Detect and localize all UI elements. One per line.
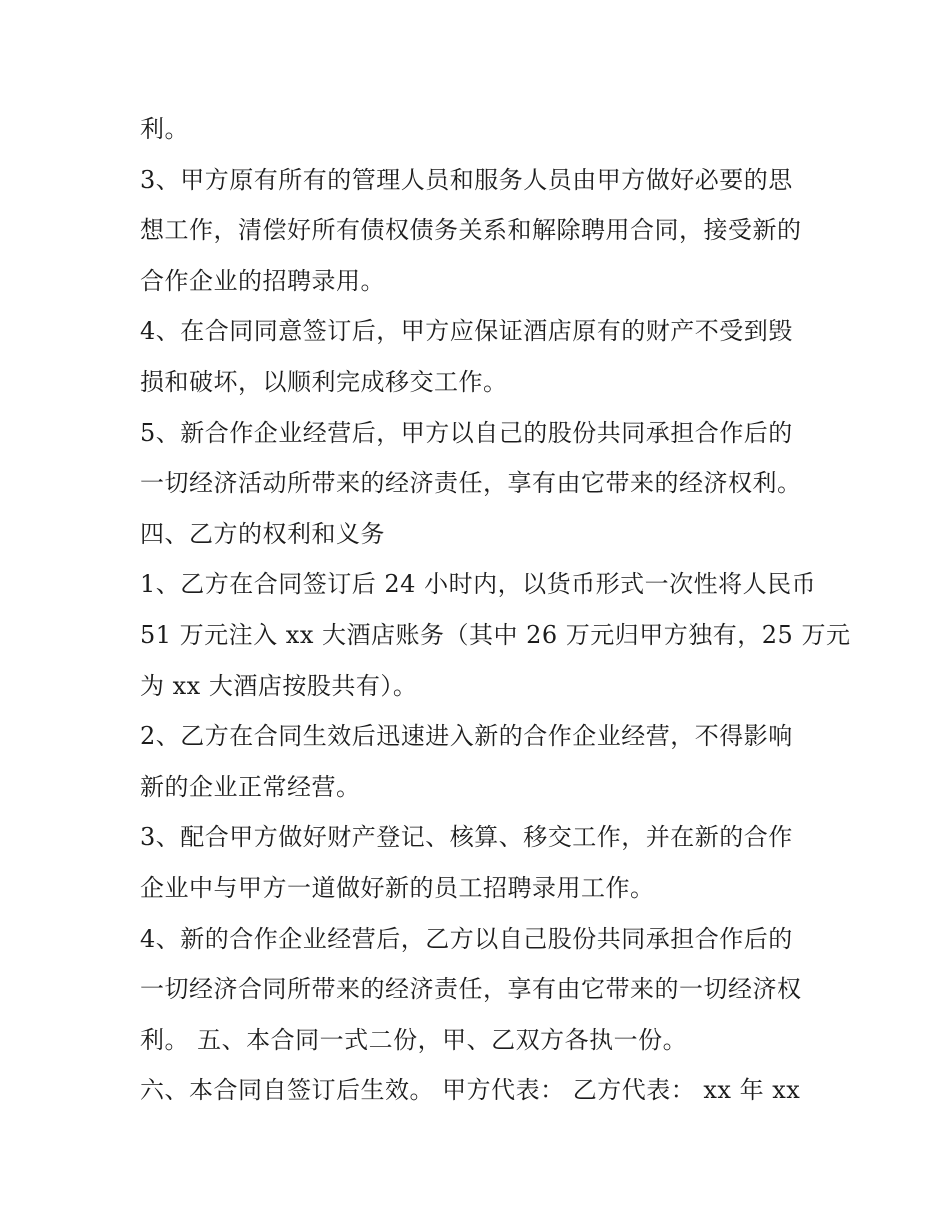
text-line: 为 xx 大酒店按股共有）。 bbox=[140, 671, 418, 700]
text-line: 损和破坏，以顺利完成移交工作。 bbox=[140, 367, 508, 396]
section-heading: 四、乙方的权利和义务 bbox=[140, 519, 385, 548]
text-line: 51 万元注入 xx 大酒店账务（其中 26 万元归甲方独有，25 万元 bbox=[140, 620, 851, 649]
text-line: 新的企业正常经营。 bbox=[140, 772, 361, 801]
text-line: 2、乙方在合同生效后迅速进入新的合作企业经营，不得影响 bbox=[140, 722, 793, 751]
text-line: 3、甲方原有所有的管理人员和服务人员由甲方做好必要的思 bbox=[140, 165, 793, 194]
text-line: 一切经济活动所带来的经济责任，享有由它带来的经济权利。 bbox=[140, 469, 802, 498]
contract-body-text bbox=[140, 104, 851, 1116]
text-line: 想工作，清偿好所有债权债务关系和解除聘用合同，接受新的 bbox=[140, 216, 802, 245]
text-line: 利。 bbox=[140, 115, 189, 143]
text-line: 合作企业的招聘录用。 bbox=[140, 266, 385, 295]
text-line: 4、新的合作企业经营后，乙方以自己股份共同承担合作后的 bbox=[140, 924, 793, 953]
text-line: 一切经济合同所带来的经济责任，享有由它带来的一切经济权 bbox=[140, 975, 802, 1004]
text-line: 4、在合同同意签订后，甲方应保证酒店原有的财产不受到毁 bbox=[140, 317, 793, 346]
text-line: 1、乙方在合同签订后 24 小时内，以货币形式一次性将人民币 bbox=[140, 570, 817, 599]
text-line: 利。 五、本合同一式二份，甲、乙双方各执一份。 bbox=[140, 1025, 688, 1054]
text-line: 企业中与甲方一道做好新的员工招聘录用工作。 bbox=[140, 873, 655, 902]
text-line: 5、新合作企业经营后，甲方以自己的股份共同承担合作后的 bbox=[140, 418, 793, 447]
text-line: 六、本合同自签订后生效。 甲方代表： 乙方代表： xx 年 xx bbox=[140, 1076, 801, 1105]
text-line: 3、配合甲方做好财产登记、核算、移交工作，并在新的合作 bbox=[140, 823, 793, 852]
